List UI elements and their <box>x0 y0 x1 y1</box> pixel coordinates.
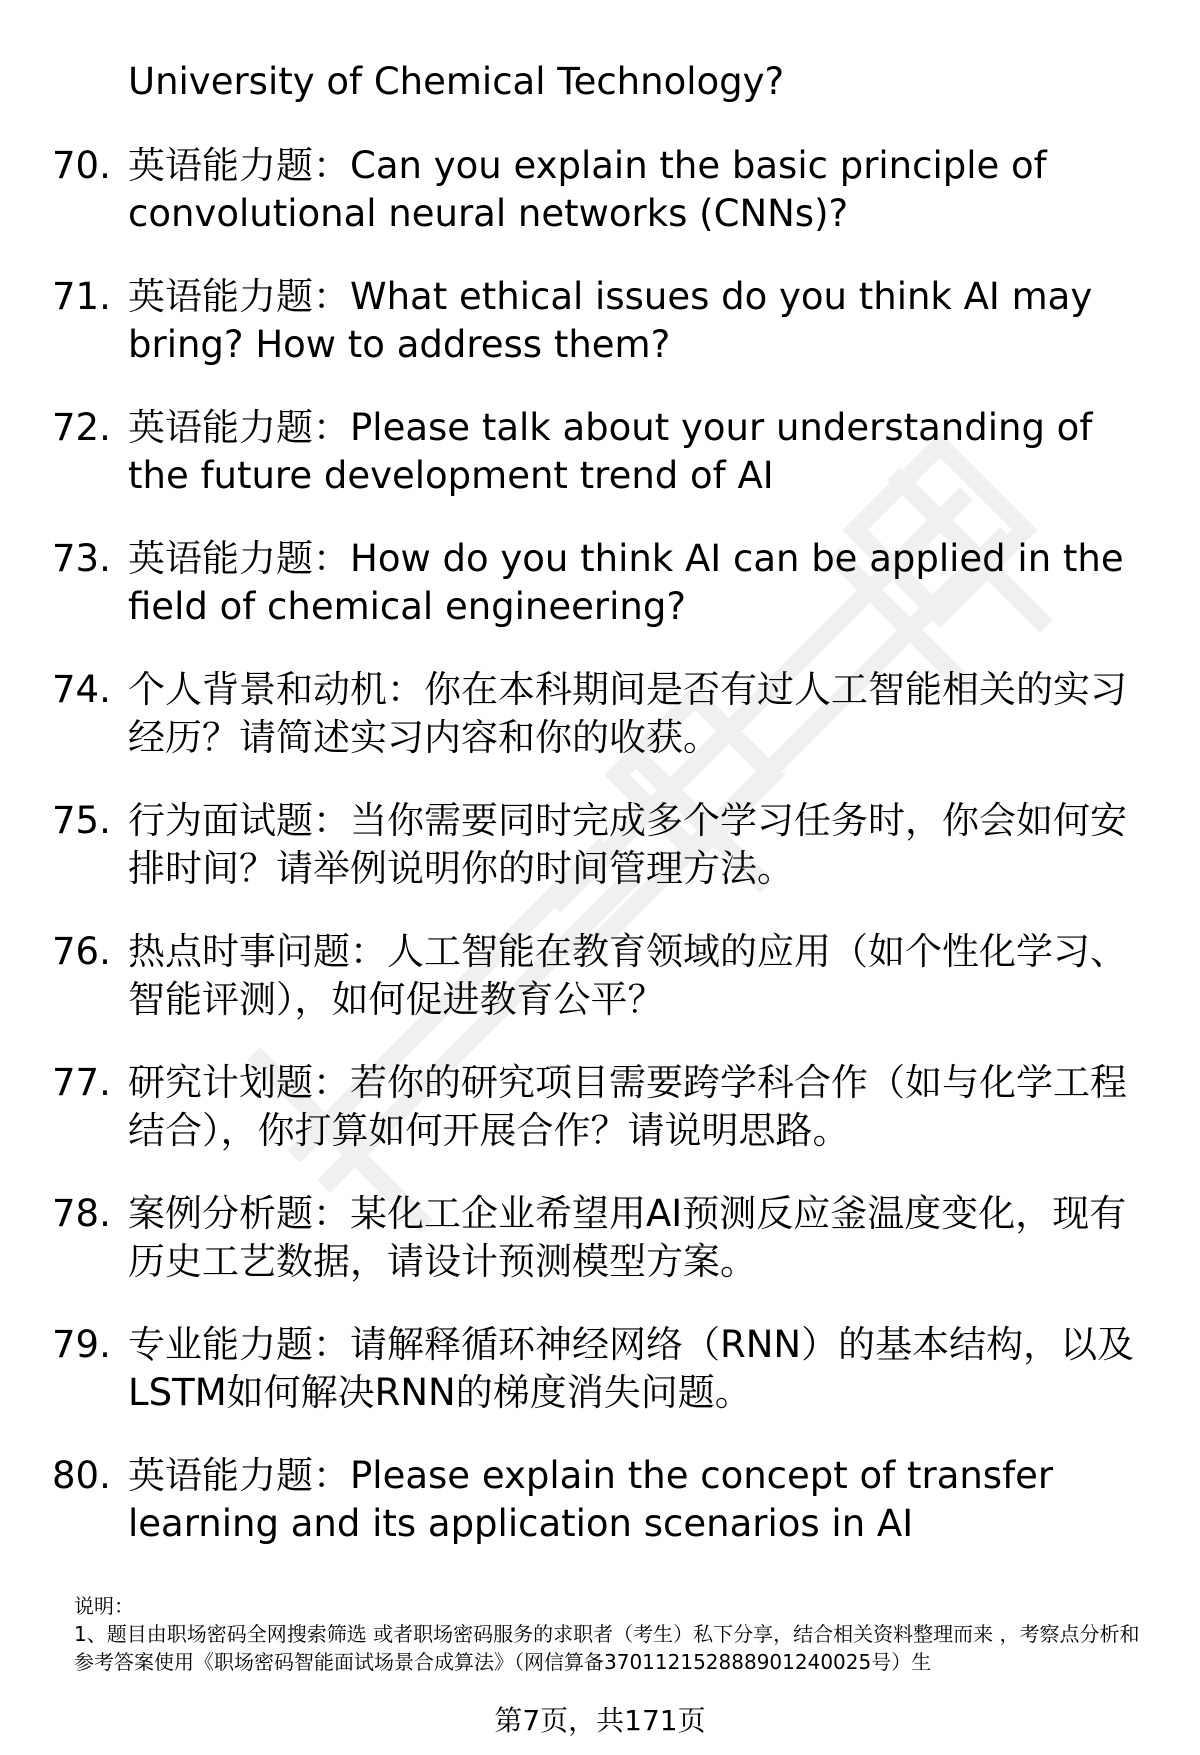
question-number: 76. <box>52 930 111 973</box>
question-number: 79. <box>52 1323 111 1366</box>
question-text: 研究计划题：若你的研究项目需要跨学科合作（如与化学工程结合），你打算如何开展合作？请说明思路。 <box>128 1061 1127 1152</box>
question-text: 行为面试题：当你需要同时完成多个学习任务时，你会如何安排时间？请举例说明你的时间管理方法。 <box>128 799 1127 890</box>
list-item <box>0 142 1200 273</box>
question-number: 71. <box>52 275 111 318</box>
question-text: 英语能力题：Please explain the concept of transfer learning and its application scenarios in AI <box>128 1454 1054 1545</box>
notes-section <box>74 1592 1154 1676</box>
question-text: 专业能力题：请解释循环神经网络（RNN）的基本结构，以及LSTM如何解决RNN的梯度消失问题。 <box>128 1323 1135 1414</box>
question-continuation: University of Chemical Technology? <box>128 60 785 103</box>
list-item <box>0 535 1200 666</box>
question-number: 78. <box>52 1192 111 1235</box>
question-number: 74. <box>52 668 111 711</box>
question-number: 77. <box>52 1061 111 1104</box>
question-text: 英语能力题：How do you think AI can be applied in the field of chemical engineering? <box>128 537 1124 628</box>
question-number: 72. <box>52 406 111 449</box>
list-item <box>0 404 1200 535</box>
list-item <box>0 928 1200 1059</box>
question-text: 热点时事问题：人工智能在教育领域的应用（如个性化学习、智能评测），如何促进教育公平？ <box>128 930 1127 1021</box>
question-text: 个人背景和动机：你在本科期间是否有过人工智能相关的实习经历？请简述实习内容和你的收获。 <box>128 668 1127 759</box>
question-number: 70. <box>52 144 111 187</box>
question-number: 73. <box>52 537 111 580</box>
list-item <box>0 1452 1200 1583</box>
question-list <box>0 142 1200 1583</box>
list-item <box>0 1190 1200 1321</box>
question-text: 英语能力题：Can you explain the basic principle of convolutional neural networks (CNNs)? <box>128 144 1047 235</box>
question-text: 英语能力题：Please talk about your understanding of the future development trend of AI <box>128 406 1093 497</box>
question-text: 案例分析题：某化工企业希望用AI预测反应釜温度变化，现有历史工艺数据，请设计预测模型方案。 <box>128 1192 1127 1283</box>
list-item <box>0 273 1200 404</box>
question-text: 英语能力题：What ethical issues do you think AI may bring? How to address them? <box>128 275 1093 366</box>
notes-line: 1、题目由职场密码全网搜索筛选 或者职场密码服务的求职者（考生）私下分享，结合相关资料整理而来 ，考察点分析和参考答案使用《职场密码智能面试场景合成算法》（网信算备370112152888901240025号）生 <box>74 1622 1140 1674</box>
list-item <box>0 797 1200 928</box>
question-number: 80. <box>52 1454 111 1497</box>
question-number: 75. <box>52 799 111 842</box>
list-item <box>0 1321 1200 1452</box>
list-item <box>0 1059 1200 1190</box>
list-item <box>0 666 1200 797</box>
page-footer: 第7页，共171页 <box>494 1704 706 1737</box>
notes-heading: 说明： <box>74 1594 134 1618</box>
